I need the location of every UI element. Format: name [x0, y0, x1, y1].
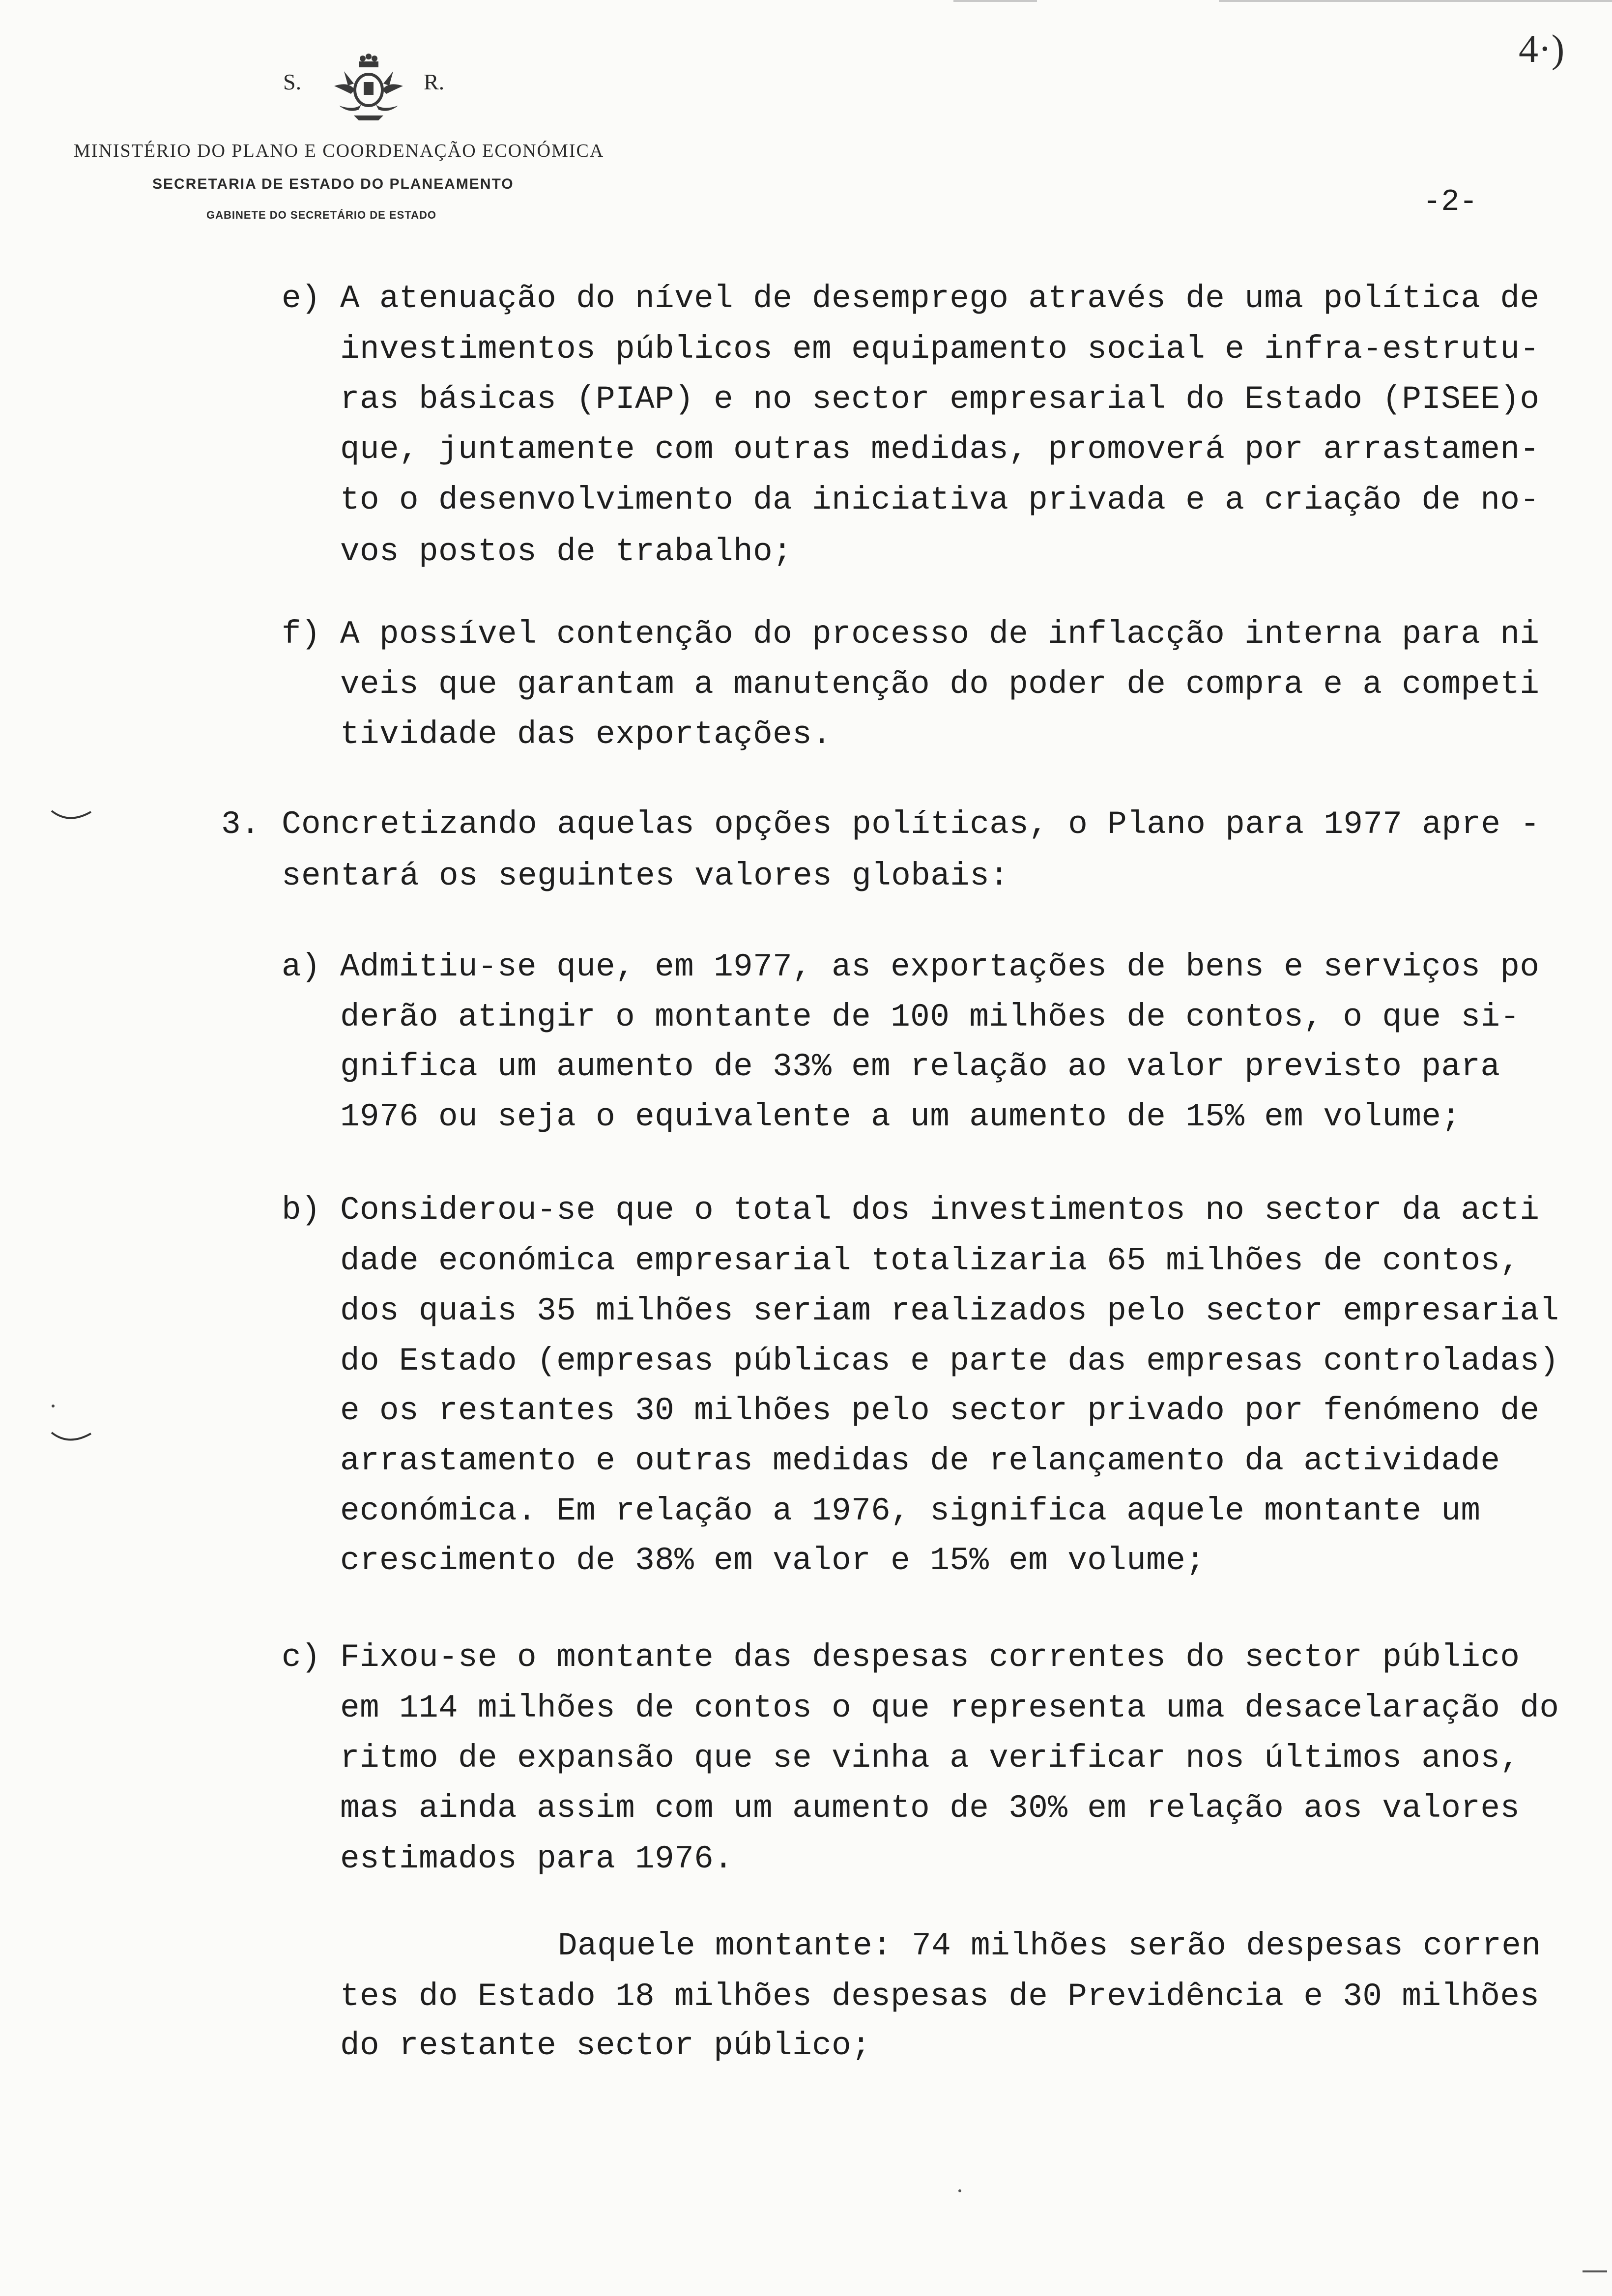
item-label-e: e) — [282, 280, 321, 317]
item-b-line: do Estado (empresas públicas e parte das empresas controladas) — [340, 1343, 1559, 1379]
item-c-detail-line: Daquele montante: 74 milhões serão despesas corren — [558, 1927, 1541, 1964]
item-c-line: Fixou-se o montante das despesas correntes do sector público — [340, 1639, 1520, 1676]
item-label-b: b) — [282, 1192, 321, 1229]
item-b-line: Considerou-se que o total dos investimentos no sector da acti — [340, 1192, 1540, 1229]
coat-of-arms-icon — [324, 52, 413, 125]
section-3-line: Concretizando aquelas opções políticas, o Plano para 1977 apre - — [282, 806, 1540, 843]
item-b-line: económica. Em relação a 1976, significa aquele montante um — [340, 1492, 1481, 1529]
margin-dot — [52, 1405, 55, 1407]
item-b-line: dos quais 35 milhões seriam realizados pelo sector empresarial — [340, 1292, 1559, 1329]
scan-artifact — [953, 0, 1037, 2]
item-c-line: ritmo de expansão que se vinha a verificar nos últimos anos, — [340, 1740, 1520, 1777]
item-a-line: Admitiu-se que, em 1977, as exportações de bens e serviços po — [340, 948, 1540, 985]
cabinet-name: GABINETE DO SECRETÁRIO DE ESTADO — [206, 209, 436, 221]
item-b-line: crescimento de 38% em valor e 15% em volume; — [340, 1542, 1206, 1579]
section-number-3: 3. — [221, 806, 260, 843]
scan-artifact — [1583, 2270, 1607, 2272]
item-e-line: to o desenvolvimento da iniciativa privada e a criação de no- — [340, 482, 1540, 518]
item-f-line: veis que garantam a manutenção do poder de compra e a competi — [340, 666, 1540, 703]
secretariat-name: SECRETARIA DE ESTADO DO PLANEAMENTO — [152, 176, 514, 192]
handwritten-page-mark: 4·) — [1519, 28, 1565, 71]
item-b-line: arrastamento e outras medidas de relançamento da actividade — [340, 1442, 1500, 1479]
item-e-line: que, juntamente com outras medidas, promoverá por arrastamen- — [340, 431, 1540, 468]
item-b-line: dade económica empresarial totalizaria 65 milhões de contos, — [340, 1242, 1520, 1279]
item-c-detail-line: tes do Estado 18 milhões despesas de Previdência e 30 milhões — [340, 1978, 1540, 2015]
item-c-detail-line: do restante sector público; — [340, 2027, 871, 2064]
item-label-a: a) — [282, 948, 321, 985]
item-a-line: derão atingir o montante de 100 milhões de contos, o que si- — [340, 999, 1520, 1035]
item-e-line: A atenuação do nível de desemprego através de uma política de — [340, 280, 1540, 317]
letterhead-initial-r: R. — [424, 69, 445, 94]
item-f-line: A possível contenção do processo de inflacção interna para ni — [340, 616, 1540, 653]
scan-artifact — [1219, 0, 1612, 2]
margin-mark — [49, 806, 93, 826]
item-a-line: gnifica um aumento de 33% em relação ao valor previsto para — [340, 1048, 1500, 1085]
letterhead-initial-s: S. — [283, 69, 302, 94]
margin-mark — [49, 1428, 93, 1447]
item-b-line: e os restantes 30 milhões pelo sector privado por fenómeno de — [340, 1392, 1540, 1429]
item-label-f: f) — [282, 616, 321, 653]
page-number: -2- — [1423, 184, 1478, 219]
item-c-line: mas ainda assim com um aumento de 30% em relação aos valores — [340, 1790, 1520, 1827]
scan-artifact — [958, 2189, 961, 2192]
item-label-c: c) — [282, 1639, 321, 1676]
item-c-line: estimados para 1976. — [340, 1840, 734, 1877]
section-3-line: sentará os seguintes valores globais: — [282, 858, 1009, 894]
item-e-line: ras básicas (PIAP) e no sector empresarial do Estado (PISEE)o — [340, 381, 1540, 418]
item-c-line: em 114 milhões de contos o que representa uma desacelaração do — [340, 1690, 1559, 1726]
item-e-line: vos postos de trabalho; — [340, 533, 793, 570]
item-f-line: tividade das exportações. — [340, 716, 832, 753]
ministry-name: MINISTÉRIO DO PLANO E COORDENAÇÃO ECONÓMICA — [74, 141, 604, 161]
item-a-line: 1976 ou seja o equivalente a um aumento de 15% em volume; — [340, 1098, 1461, 1135]
item-e-line: investimentos públicos em equipamento social e infra-estrutu- — [340, 331, 1540, 368]
